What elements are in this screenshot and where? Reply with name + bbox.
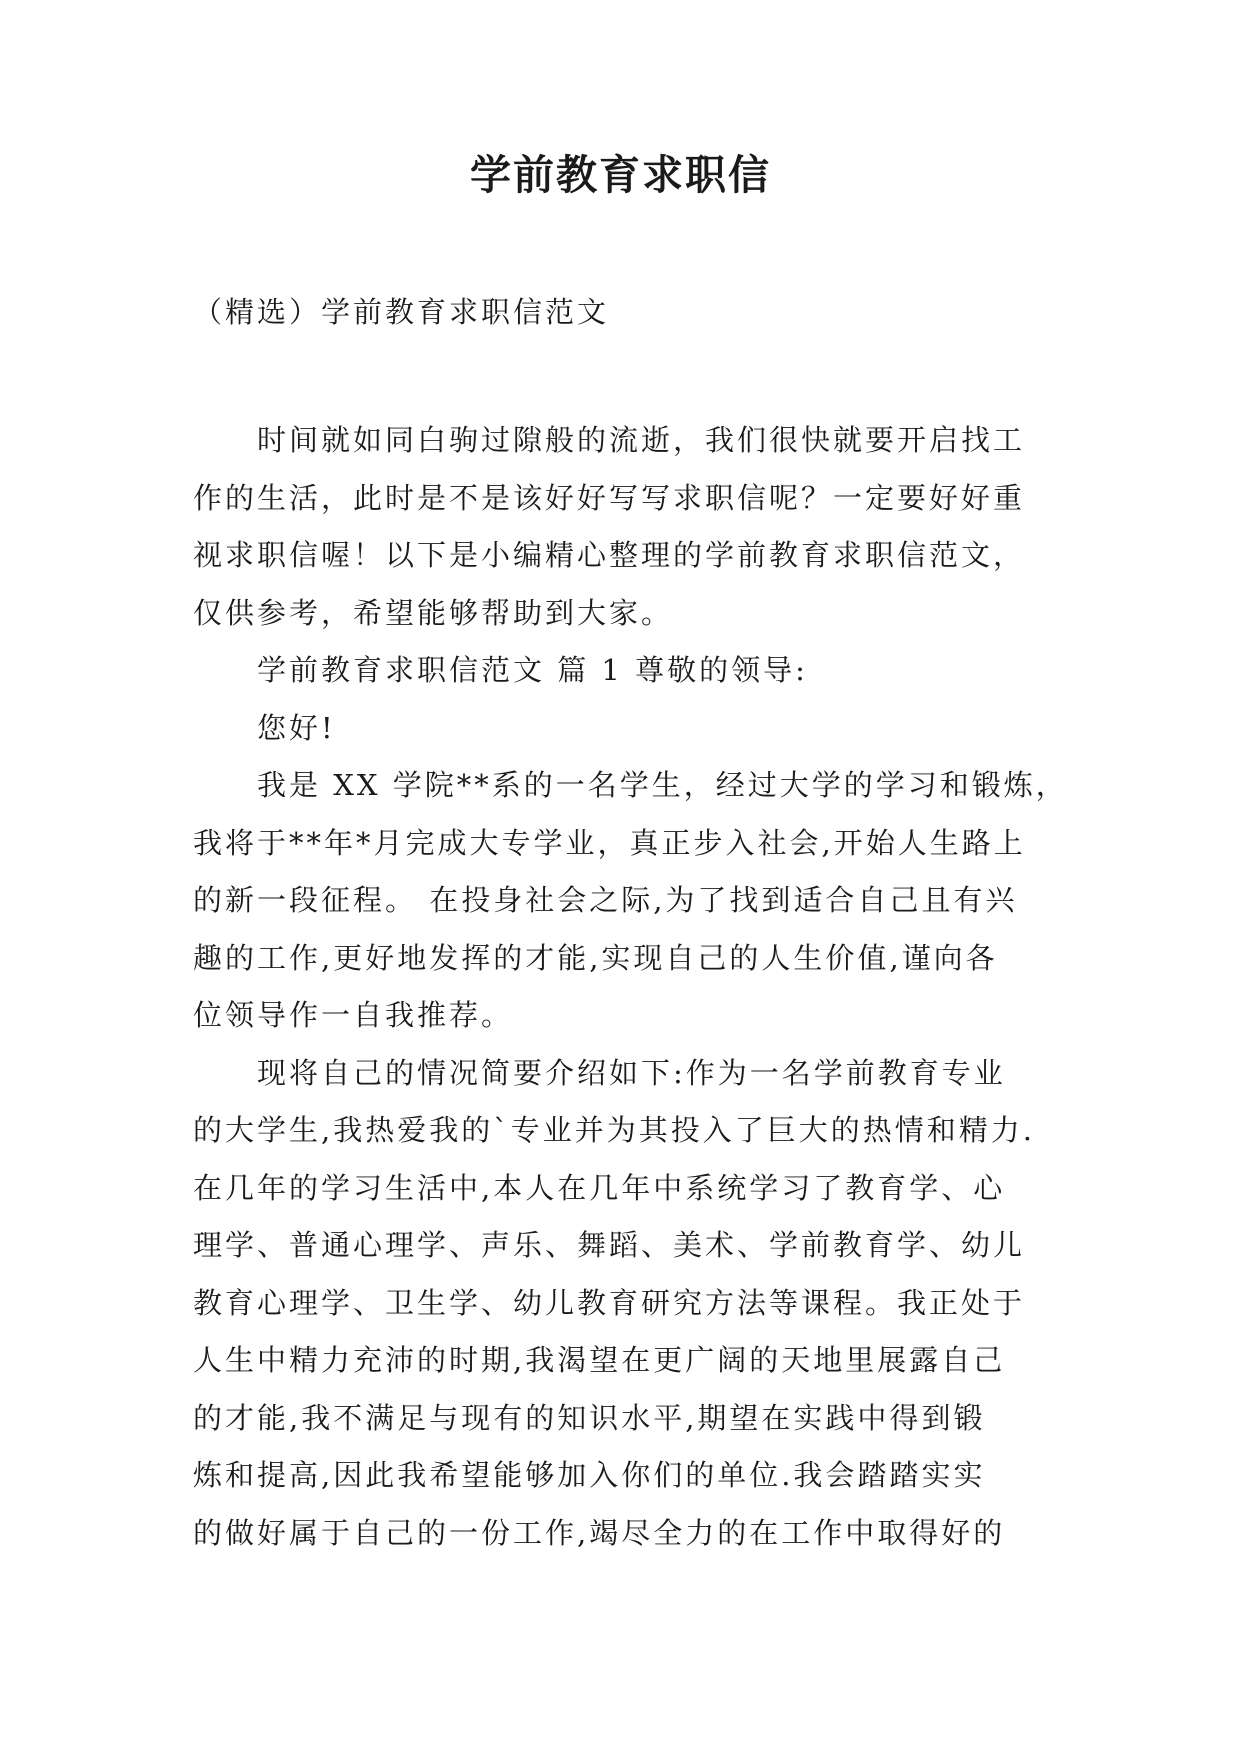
body-line: 理学、普通心理学、声乐、舞蹈、美术、学前教育学、幼儿 bbox=[193, 1228, 1026, 1262]
body-line: 您好! bbox=[257, 710, 336, 745]
body-line: 的做好属于自己的一份工作,竭尽全力的在工作中取得好的 bbox=[193, 1515, 1006, 1550]
body-line: 时间就如同白驹过隙般的流逝，我们很快就要开启找工 bbox=[257, 423, 1026, 457]
body-line: 现将自己的情况简要介绍如下:作为一名学前教育专业 bbox=[257, 1055, 1006, 1090]
body-line: 我是 XX 学院**系的一名学生，经过大学的学习和锻炼， bbox=[257, 768, 1068, 802]
body-line: 炼和提高,因此我希望能够加入你们的单位.我会踏踏实实 bbox=[193, 1458, 986, 1492]
body-line: 我将于**年*月完成大专学业，真正步入社会,开始人生路上 bbox=[193, 825, 1026, 860]
body-line: 位领导作一自我推荐。 bbox=[193, 998, 514, 1032]
body-line: 作的生活，此时是不是该好好写写求职信呢？一定要好好重 bbox=[193, 480, 1026, 515]
body-line: 人生中精力充沛的时期,我渴望在更广阔的天地里展露自己 bbox=[193, 1343, 1006, 1377]
body-line: 学前教育求职信范文 篇 1 尊敬的领导: bbox=[257, 653, 808, 687]
body-line: 教育心理学、卫生学、幼儿教育研究方法等课程。我正处于 bbox=[193, 1285, 1026, 1320]
document-body bbox=[193, 412, 1068, 1562]
body-line: 仅供参考，希望能够帮助到大家。 bbox=[193, 595, 674, 630]
body-line: 在几年的学习生活中,本人在几年中系统学习了教育学、心 bbox=[193, 1170, 1006, 1205]
body-line: 的新一段征程。 在投身社会之际,为了找到适合自己且有兴 bbox=[193, 883, 1018, 917]
body-line: 视求职信喔！以下是小编精心整理的学前教育求职信范文， bbox=[193, 538, 1026, 572]
body-line: 趣的工作,更好地发挥的才能,实现自己的人生价值,谨向各 bbox=[193, 940, 998, 975]
document-subtitle: （精选）学前教育求职信范文 bbox=[193, 295, 610, 329]
document-title: 学前教育求职信 bbox=[470, 151, 771, 199]
body-line: 的大学生,我热爱我的`专业并为其投入了巨大的热情和精力. bbox=[193, 1113, 1035, 1147]
body-line: 的才能,我不满足与现有的知识水平,期望在实践中得到锻 bbox=[193, 1400, 986, 1435]
